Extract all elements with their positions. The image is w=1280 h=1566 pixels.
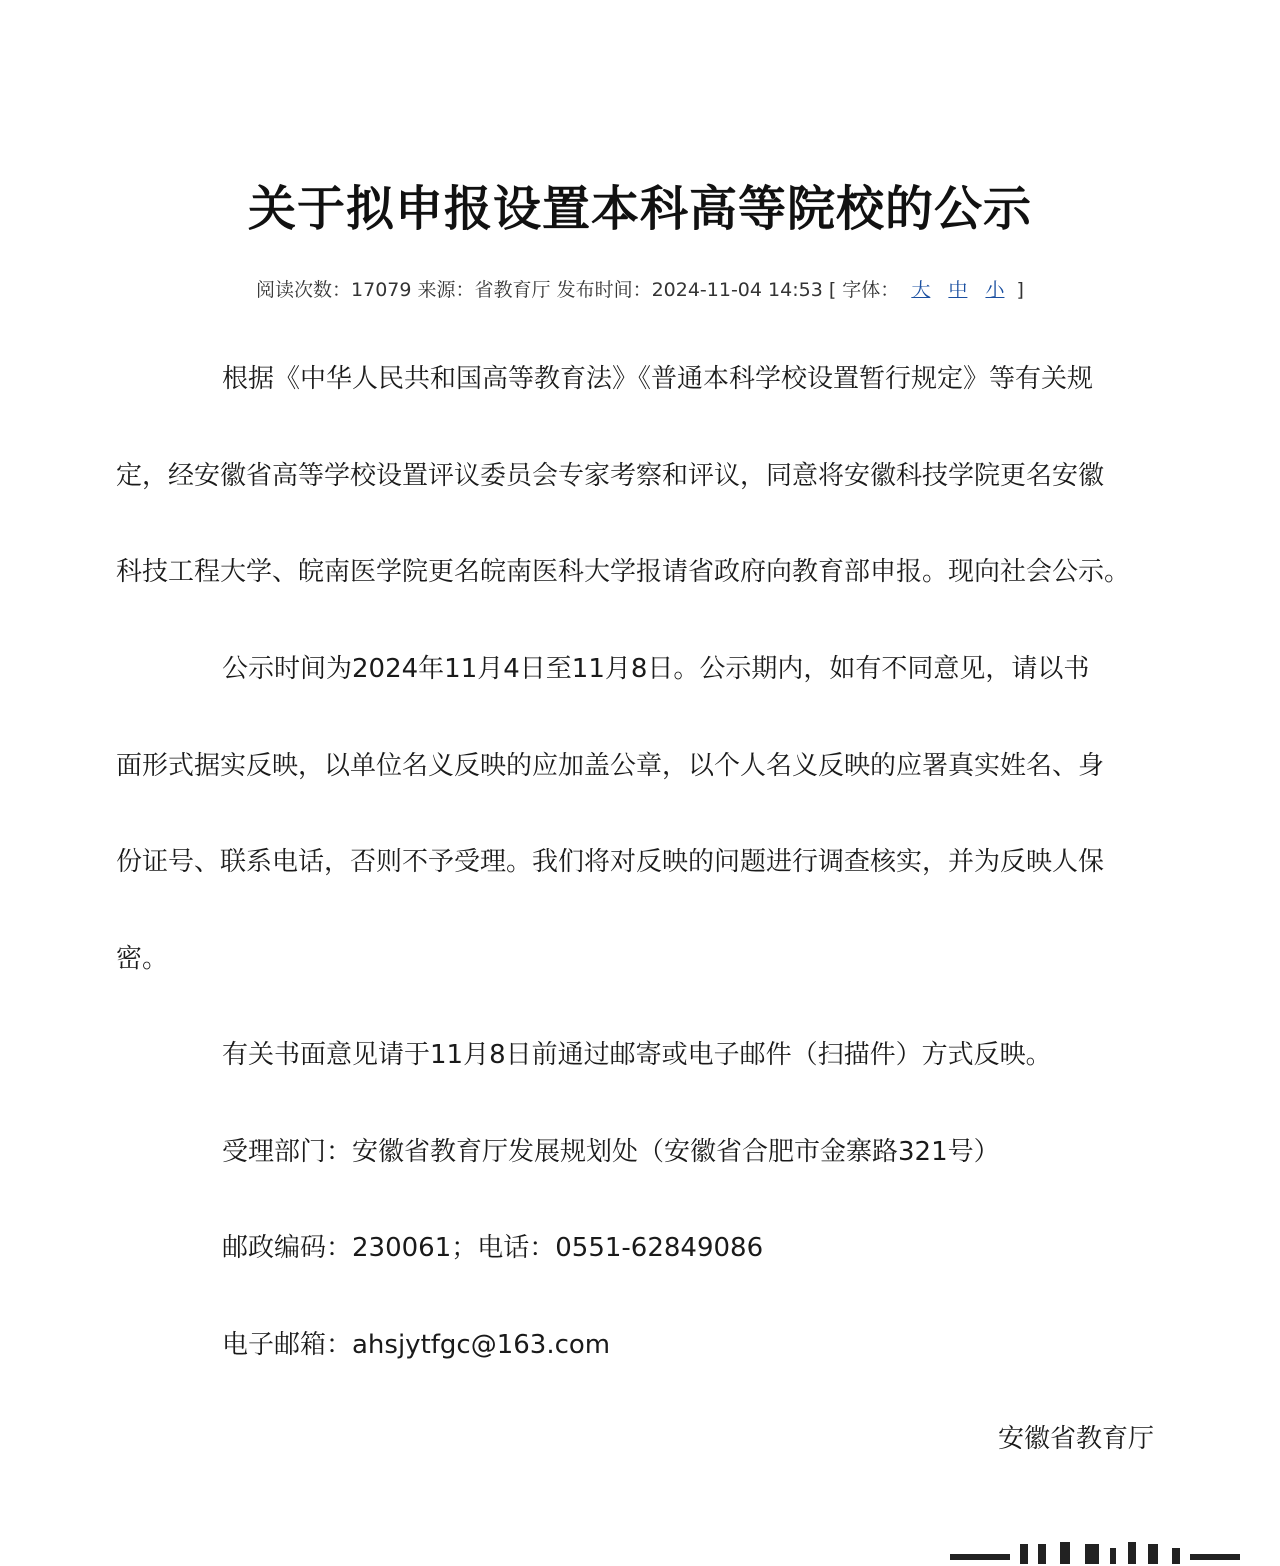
paragraph-2-line-4: 密。	[116, 944, 169, 974]
cropped-date-fragment	[950, 1540, 1240, 1564]
paragraph-2-line-3: 份证号、联系电话，否则不予受理。我们将对反映的问题进行调查核实，并为反映人保	[116, 847, 1105, 877]
article-meta	[0, 275, 1280, 302]
page-title: 关于拟申报设置本科高等院校的公示	[247, 181, 1032, 237]
paragraph-2-line-2: 面形式据实反映，以单位名义反映的应加盖公章，以个人名义反映的应署真实姓名、身	[116, 751, 1105, 781]
paragraph-1-line-3: 科技工程大学、皖南医学院更名皖南医科大学报请省政府向教育部申报。现向社会公示。	[116, 557, 1131, 587]
signature: 安徽省教育厅	[998, 1424, 1155, 1454]
meta-info: 阅读次数：17079 来源：省教育厅 发布时间：2024-11-04 14:53 [ 字体：	[256, 279, 900, 301]
font-size-small-link[interactable]: 小	[985, 279, 1005, 301]
paragraph-1-line-2: 定，经安徽省高等学校设置评议委员会专家考察和评议，同意将安徽科技学院更名安徽	[116, 461, 1105, 491]
font-size-large-link[interactable]: 大	[911, 279, 931, 301]
meta-close-bracket: ]	[1016, 279, 1024, 301]
email-line: 电子邮箱：ahsjytfgc@163.com	[222, 1330, 611, 1360]
font-size-medium-link[interactable]: 中	[948, 279, 968, 301]
contact-line: 邮政编码：230061；电话：0551-62849086	[222, 1233, 764, 1263]
paragraph-3: 有关书面意见请于11月8日前通过邮寄或电子邮件（扫描件）方式反映。	[222, 1040, 1052, 1070]
paragraph-2-line-1: 公示时间为2024年11月4日至11月8日。公示期内，如有不同意见，请以书	[222, 654, 1090, 684]
paragraph-1-line-1: 根据《中华人民共和国高等教育法》《普通本科学校设置暂行规定》等有关规	[222, 364, 1094, 394]
department-line: 受理部门：安徽省教育厅发展规划处（安徽省合肥市金寨路321号）	[222, 1137, 1000, 1167]
